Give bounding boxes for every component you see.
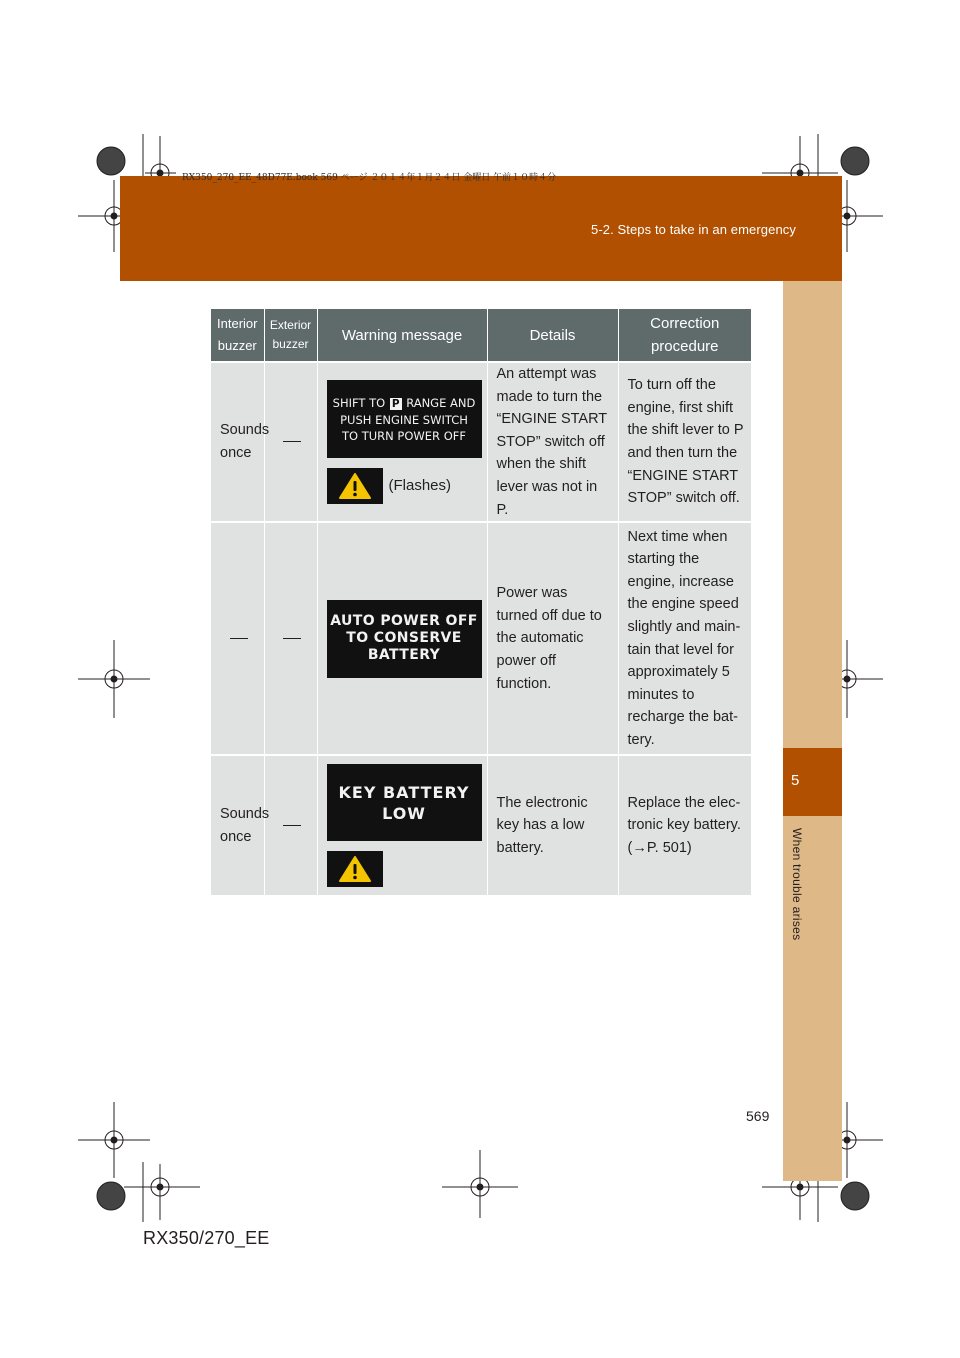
warning-triangle-icon <box>338 472 372 500</box>
interior-buzzer-cell: Sounds once <box>211 362 264 522</box>
warning-triangle-icon <box>338 855 372 883</box>
warning-message-cell <box>317 522 487 755</box>
dash-mark <box>230 638 248 639</box>
display-message: SHIFT TO P RANGE AND PUSH ENGINE SWITCH TO TURN POWER OFF <box>327 380 482 458</box>
master-warning-light <box>327 468 383 504</box>
side-tab <box>783 281 842 1181</box>
display-message: AUTO POWER OFF TO CONSERVE BATTERY <box>327 600 482 678</box>
header-details: Details <box>487 309 618 362</box>
page-number: 569 <box>746 1108 770 1124</box>
warning-table <box>211 309 751 895</box>
table-row <box>211 362 751 522</box>
interior-buzzer-cell: Sounds once <box>211 755 264 895</box>
exterior-buzzer-cell <box>264 522 317 755</box>
exterior-buzzer-cell <box>264 362 317 522</box>
table-row <box>211 522 751 755</box>
header-exterior-buzzer: Exterior buzzer <box>264 309 317 362</box>
dash-mark <box>283 638 301 639</box>
warning-message-cell <box>317 755 487 895</box>
dash-mark <box>283 825 301 826</box>
table-row <box>211 755 751 895</box>
flashes-note: (Flashes) <box>388 476 452 494</box>
chapter-title: When trouble arises <box>790 828 804 941</box>
dash-mark <box>283 441 301 442</box>
chapter-box <box>783 748 842 816</box>
exterior-buzzer-cell <box>264 755 317 895</box>
header-correction: Correction procedure <box>618 309 751 362</box>
warning-message-cell <box>317 362 487 522</box>
correction-cell: Replace the elec-tronic key battery. (→P. 501) <box>618 755 751 895</box>
details-cell: The electronic key has a low battery. <box>487 755 618 895</box>
table-header-row <box>211 309 751 362</box>
interior-buzzer-cell <box>211 522 264 755</box>
header-warning-message: Warning message <box>317 309 487 362</box>
display-message: KEY BATTERY LOW <box>327 764 482 841</box>
correction-cell: Next time when starting the engine, increase the engine speed slightly and main-tain that level for approximately 5 minutes to recharge the bat-tery. <box>618 522 751 755</box>
details-cell: Power was turned off due to the automatic power off function. <box>487 522 618 755</box>
header-interior-buzzer: Interior buzzer <box>211 309 264 362</box>
model-code: RX350/270_EE <box>143 1228 270 1248</box>
correction-cell: To turn off the engine, first shift the shift lever to P and then turn the “ENGINE START STOP” switch off. <box>618 362 751 522</box>
details-cell: An attempt was made to turn the “ENGINE START STOP” switch off when the shift lever was not in P. <box>487 362 618 522</box>
chapter-number: 5 <box>791 772 800 789</box>
p-range-mark: P <box>391 397 400 410</box>
header-band <box>120 176 842 281</box>
master-warning-light <box>327 851 383 887</box>
section-title: 5-2. Steps to take in an emergency <box>590 222 796 237</box>
print-info: RX350_270_EE_48D77E.book 569 ページ ２０１４年１月２４日 金曜日 午前１０時４分 <box>182 173 557 183</box>
